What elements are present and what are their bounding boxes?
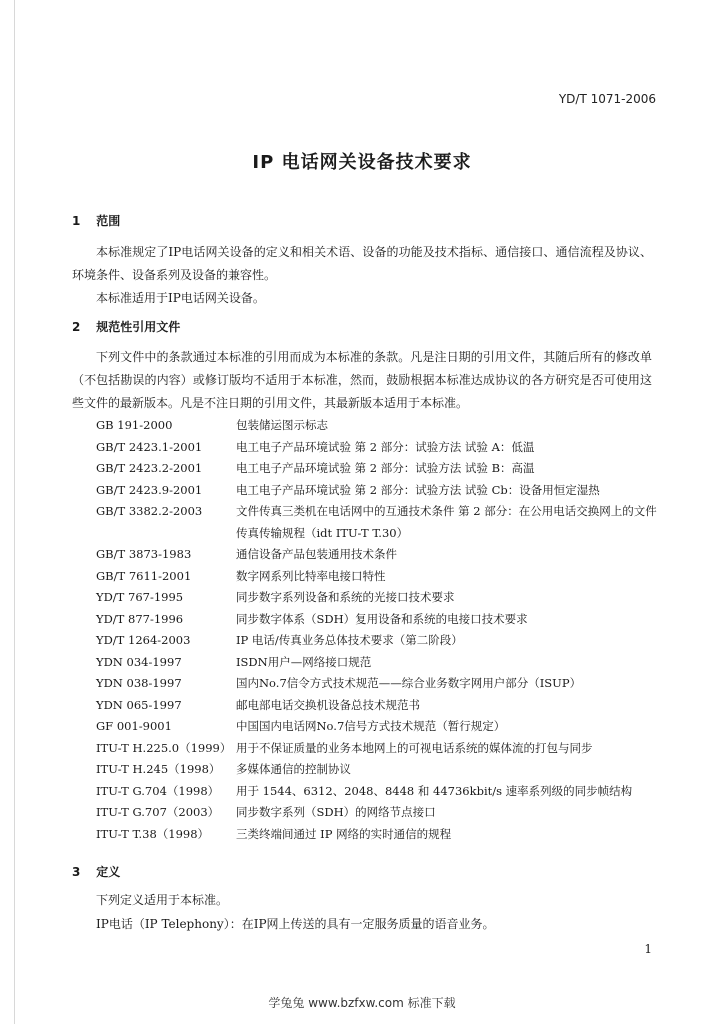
reference-title: 同步数字系列（SDH）的网络节点接口	[236, 805, 436, 819]
reference-code: GB/T 3382.2-2003	[96, 504, 203, 518]
reference-title: 邮电部电话交换机设备总技术规范书	[236, 697, 420, 712]
reference-code: YD/T 767-1995	[96, 590, 184, 604]
reference-code: ITU-T G.704（1998）	[96, 783, 220, 798]
reference-title: 国内No.7信令方式技术规范——综合业务数字网用户部分（ISUP）	[236, 676, 582, 690]
reference-title: 用于不保证质量的业务本地网上的可视电话系统的媒体流的打包与同步	[236, 740, 593, 755]
reference-code: YDN 034-1997	[96, 654, 182, 669]
scope-paragraph-2: 本标准适用于IP电话网关设备。	[96, 291, 265, 305]
scope-paragraph-1: 本标准规定了IP电话网关设备的定义和相关术语、设备的功能及技术指标、通信接口、通信流程及协议、环境条件、设备系列及设备的兼容性。	[72, 245, 652, 282]
section-title: 范围	[96, 214, 121, 228]
document-code: YD/T 1071-2006	[558, 92, 656, 106]
document-title: IP 电话网关设备技术要求	[252, 152, 472, 173]
reference-row	[96, 501, 666, 544]
section-2-heading	[72, 318, 180, 335]
normative-intro: 下列文件中的条款通过本标准的引用而成为本标准的条款。凡是注日期的引用文件，其随后所有的修改单（不包括勘误的内容）或修订版均不适用于本标准，然而，鼓励根据本标准达成协议的各方研究是否可使用这些文件的最新版本。凡是不注日期的引用文件，其最新版本适用于本标准。	[72, 350, 652, 410]
reference-code: GB/T 7611-2001	[96, 568, 192, 583]
reference-title: 中国国内电话网No.7信号方式技术规范（暂行规定）	[236, 719, 506, 733]
reference-title: 同步数字体系（SDH）复用设备和系统的电接口技术要求	[236, 611, 528, 626]
reference-title: 同步数字系列设备和系统的光接口技术要求	[236, 590, 455, 604]
reference-code: ITU-T H.245（1998）	[96, 762, 221, 776]
reference-title: 三类终端间通过 IP 网络的实时通信的规程	[236, 826, 452, 841]
reference-list	[96, 415, 666, 845]
reference-row	[96, 802, 666, 824]
section-title: 规范性引用文件	[96, 320, 181, 334]
reference-code: YD/T 1264-2003	[96, 633, 191, 647]
reference-code: GB/T 3873-1983	[96, 547, 192, 561]
section-number: 2	[72, 320, 81, 334]
definition-ip-telephony: IP电话（IP Telephony）：在IP网上传送的具有一定服务质量的语音业务。	[96, 917, 495, 931]
reference-row	[96, 458, 666, 480]
reference-title: 电工电子产品环境试验 第 2 部分：试验方法 试验 B：高温	[236, 461, 535, 475]
reference-title: IP 电话/传真业务总体技术要求（第二阶段）	[236, 633, 463, 647]
reference-code: YD/T 877-1996	[96, 611, 184, 626]
reference-row	[96, 673, 666, 695]
section-number: 1	[72, 214, 81, 228]
section-1-heading	[72, 212, 120, 229]
reference-code: GB 191-2000	[96, 418, 173, 432]
reference-row	[96, 759, 666, 781]
reference-code: YDN 038-1997	[96, 676, 182, 690]
reference-code: GB/T 2423.2-2001	[96, 461, 203, 475]
reference-code: ITU-T H.225.0（1999）	[96, 740, 232, 755]
reference-row	[96, 738, 666, 760]
reference-row	[96, 716, 666, 738]
reference-code: GB/T 2423.9-2001	[96, 482, 203, 497]
reference-title: 多媒体通信的控制协议	[236, 762, 351, 776]
reference-title: 数字网系列比特率电接口特性	[236, 568, 386, 583]
reference-row	[96, 824, 666, 846]
reference-row	[96, 781, 666, 803]
reference-title: 用于 1544、6312、2048、8448 和 44736kbit/s 速率系列级的同步帧结构	[236, 783, 633, 798]
reference-row	[96, 630, 666, 652]
reference-row	[96, 695, 666, 717]
reference-row	[96, 587, 666, 609]
reference-row	[96, 415, 666, 437]
reference-row	[96, 652, 666, 674]
reference-code: ITU-T G.707（2003）	[96, 805, 220, 819]
reference-title: ISDN用户—网络接口规范	[236, 654, 372, 669]
reference-title: 文件传真三类机在电话网中的互通技术条件 第 2 部分：在公用电话交换网上的文件传真传输规程（idt ITU-T T.30）	[236, 504, 657, 540]
reference-title: 通信设备产品包装通用技术条件	[236, 547, 397, 561]
reference-row	[96, 544, 666, 566]
reference-row	[96, 480, 666, 502]
reference-title: 包装储运图示标志	[236, 418, 328, 432]
page-number: 1	[644, 942, 652, 956]
watermark-footer: 学兔兔 www.bzfxw.com 标准下载	[268, 996, 456, 1010]
reference-title: 电工电子产品环境试验 第 2 部分：试验方法 试验 Cb：设备用恒定湿热	[236, 482, 600, 497]
reference-code: GB/T 2423.1-2001	[96, 439, 203, 454]
definitions-intro: 下列定义适用于本标准。	[96, 893, 229, 907]
reference-code: GF 001-9001	[96, 719, 172, 733]
reference-code: YDN 065-1997	[96, 697, 182, 712]
reference-row	[96, 566, 666, 588]
section-3-heading	[72, 863, 120, 880]
reference-row	[96, 437, 666, 459]
reference-title: 电工电子产品环境试验 第 2 部分：试验方法 试验 A：低温	[236, 439, 535, 454]
section-title: 定义	[96, 865, 121, 879]
reference-row	[96, 609, 666, 631]
reference-code: ITU-T T.38（1998）	[96, 826, 210, 841]
section-number: 3	[72, 865, 81, 879]
